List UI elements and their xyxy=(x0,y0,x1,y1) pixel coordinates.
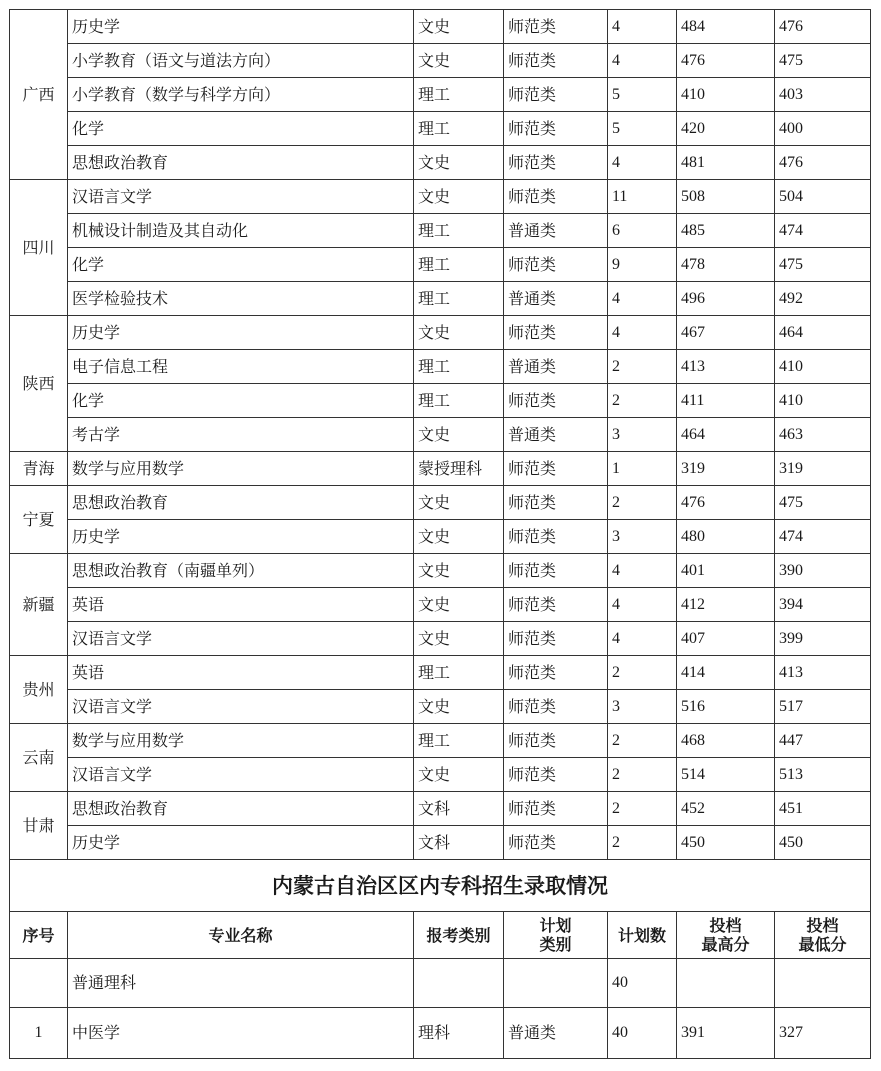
index-cell: 1 xyxy=(10,1008,68,1059)
table-row xyxy=(10,486,871,520)
table-row xyxy=(10,418,871,452)
plan-cell: 6 xyxy=(608,214,677,248)
plan-cell: 4 xyxy=(608,146,677,180)
category-cell: 师范类 xyxy=(504,826,608,860)
table-row xyxy=(10,452,871,486)
plan-cell: 2 xyxy=(608,826,677,860)
category-cell: 普通类 xyxy=(504,1008,608,1059)
table-row xyxy=(10,1008,871,1059)
subject-cell: 蒙授理科 xyxy=(414,452,504,486)
index-cell xyxy=(10,959,68,1008)
category-cell: 普通类 xyxy=(504,282,608,316)
major-cell: 思想政治教育 xyxy=(68,146,414,180)
table-row xyxy=(10,792,871,826)
max-cell: 516 xyxy=(677,690,775,724)
major-cell: 考古学 xyxy=(68,418,414,452)
plan-cell: 4 xyxy=(608,282,677,316)
subject-cell: 文史 xyxy=(414,10,504,44)
category-cell xyxy=(504,959,608,1008)
admission-table xyxy=(9,9,871,1059)
max-cell: 464 xyxy=(677,418,775,452)
table-row xyxy=(10,316,871,350)
table-row xyxy=(10,959,871,1008)
min-cell xyxy=(775,959,871,1008)
plan-cell: 2 xyxy=(608,792,677,826)
category-cell: 师范类 xyxy=(504,248,608,282)
min-cell: 410 xyxy=(775,384,871,418)
major-cell: 化学 xyxy=(68,112,414,146)
header-plan: 计划数 xyxy=(608,912,677,959)
subject-cell: 理工 xyxy=(414,384,504,418)
max-cell: 468 xyxy=(677,724,775,758)
min-cell: 463 xyxy=(775,418,871,452)
min-cell: 319 xyxy=(775,452,871,486)
category-cell: 师范类 xyxy=(504,656,608,690)
province-cell: 新疆 xyxy=(10,554,68,656)
max-cell: 452 xyxy=(677,792,775,826)
major-cell: 汉语言文学 xyxy=(68,622,414,656)
plan-cell: 4 xyxy=(608,554,677,588)
plan-cell: 11 xyxy=(608,180,677,214)
table-row xyxy=(10,384,871,418)
major-cell: 中医学 xyxy=(68,1008,414,1059)
major-cell: 小学教育（数学与科学方向） xyxy=(68,78,414,112)
subject-cell: 文史 xyxy=(414,146,504,180)
major-cell: 机械设计制造及其自动化 xyxy=(68,214,414,248)
major-cell: 普通理科 xyxy=(68,959,414,1008)
major-cell: 英语 xyxy=(68,588,414,622)
major-cell: 医学检验技术 xyxy=(68,282,414,316)
major-cell: 汉语言文学 xyxy=(68,180,414,214)
table-row xyxy=(10,282,871,316)
category-cell: 师范类 xyxy=(504,44,608,78)
subject-cell: 文史 xyxy=(414,554,504,588)
subject-cell: 理工 xyxy=(414,112,504,146)
header-index: 序号 xyxy=(10,912,68,959)
plan-cell: 4 xyxy=(608,316,677,350)
max-cell: 476 xyxy=(677,486,775,520)
plan-cell: 9 xyxy=(608,248,677,282)
category-cell: 普通类 xyxy=(504,214,608,248)
plan-cell: 2 xyxy=(608,724,677,758)
plan-cell: 1 xyxy=(608,452,677,486)
subject-cell: 理科 xyxy=(414,1008,504,1059)
major-cell: 思想政治教育 xyxy=(68,486,414,520)
category-cell: 师范类 xyxy=(504,78,608,112)
major-cell: 电子信息工程 xyxy=(68,350,414,384)
plan-cell: 40 xyxy=(608,1008,677,1059)
header-row xyxy=(10,912,871,959)
max-cell: 480 xyxy=(677,520,775,554)
category-cell: 师范类 xyxy=(504,452,608,486)
header-min: 投档 最低分 xyxy=(775,912,871,959)
subject-cell: 文史 xyxy=(414,520,504,554)
min-cell: 450 xyxy=(775,826,871,860)
max-cell: 319 xyxy=(677,452,775,486)
plan-cell: 4 xyxy=(608,622,677,656)
subject-cell: 文史 xyxy=(414,690,504,724)
min-cell: 400 xyxy=(775,112,871,146)
plan-cell: 2 xyxy=(608,758,677,792)
max-cell: 410 xyxy=(677,78,775,112)
plan-cell: 40 xyxy=(608,959,677,1008)
plan-cell: 2 xyxy=(608,656,677,690)
max-cell: 407 xyxy=(677,622,775,656)
category-cell: 师范类 xyxy=(504,316,608,350)
min-cell: 517 xyxy=(775,690,871,724)
major-cell: 历史学 xyxy=(68,826,414,860)
major-cell: 数学与应用数学 xyxy=(68,724,414,758)
category-cell: 师范类 xyxy=(504,486,608,520)
subject-cell: 理工 xyxy=(414,248,504,282)
subject-cell: 理工 xyxy=(414,656,504,690)
category-cell: 师范类 xyxy=(504,554,608,588)
plan-cell: 2 xyxy=(608,350,677,384)
min-cell: 492 xyxy=(775,282,871,316)
min-cell: 475 xyxy=(775,486,871,520)
min-cell: 464 xyxy=(775,316,871,350)
category-cell: 师范类 xyxy=(504,588,608,622)
plan-cell: 4 xyxy=(608,10,677,44)
max-cell: 476 xyxy=(677,44,775,78)
table-body xyxy=(10,10,871,1059)
min-cell: 474 xyxy=(775,214,871,248)
table-row xyxy=(10,180,871,214)
subject-cell: 理工 xyxy=(414,350,504,384)
table-row xyxy=(10,826,871,860)
category-cell: 师范类 xyxy=(504,520,608,554)
table-row xyxy=(10,554,871,588)
min-cell: 475 xyxy=(775,248,871,282)
subject-cell: 文史 xyxy=(414,418,504,452)
category-cell: 师范类 xyxy=(504,690,608,724)
table-row xyxy=(10,78,871,112)
table-row xyxy=(10,690,871,724)
plan-cell: 5 xyxy=(608,78,677,112)
subject-cell: 理工 xyxy=(414,282,504,316)
major-cell: 历史学 xyxy=(68,10,414,44)
major-cell: 汉语言文学 xyxy=(68,758,414,792)
max-cell: 484 xyxy=(677,10,775,44)
table-row xyxy=(10,248,871,282)
section-title: 内蒙古自治区区内专科招生录取情况 xyxy=(10,860,871,912)
major-cell: 历史学 xyxy=(68,520,414,554)
subject-cell: 文史 xyxy=(414,758,504,792)
category-cell: 师范类 xyxy=(504,792,608,826)
subject-cell: 理工 xyxy=(414,78,504,112)
max-cell: 413 xyxy=(677,350,775,384)
plan-cell: 3 xyxy=(608,690,677,724)
max-cell xyxy=(677,959,775,1008)
major-cell: 历史学 xyxy=(68,316,414,350)
plan-cell: 5 xyxy=(608,112,677,146)
min-cell: 513 xyxy=(775,758,871,792)
plan-cell: 4 xyxy=(608,588,677,622)
min-cell: 451 xyxy=(775,792,871,826)
plan-cell: 4 xyxy=(608,44,677,78)
category-cell: 师范类 xyxy=(504,724,608,758)
max-cell: 420 xyxy=(677,112,775,146)
max-cell: 481 xyxy=(677,146,775,180)
province-cell: 青海 xyxy=(10,452,68,486)
province-cell: 甘肃 xyxy=(10,792,68,860)
min-cell: 394 xyxy=(775,588,871,622)
subject-cell: 文科 xyxy=(414,792,504,826)
plan-cell: 3 xyxy=(608,520,677,554)
min-cell: 504 xyxy=(775,180,871,214)
min-cell: 403 xyxy=(775,78,871,112)
table-row xyxy=(10,350,871,384)
max-cell: 467 xyxy=(677,316,775,350)
major-cell: 汉语言文学 xyxy=(68,690,414,724)
min-cell: 399 xyxy=(775,622,871,656)
max-cell: 514 xyxy=(677,758,775,792)
subject-cell: 理工 xyxy=(414,214,504,248)
max-cell: 508 xyxy=(677,180,775,214)
province-cell: 贵州 xyxy=(10,656,68,724)
header-subject: 报考类别 xyxy=(414,912,504,959)
max-cell: 478 xyxy=(677,248,775,282)
min-cell: 474 xyxy=(775,520,871,554)
subject-cell: 文史 xyxy=(414,316,504,350)
category-cell: 师范类 xyxy=(504,10,608,44)
table-row xyxy=(10,656,871,690)
province-cell: 广西 xyxy=(10,10,68,180)
province-cell: 云南 xyxy=(10,724,68,792)
section-title-row xyxy=(10,860,871,912)
table-row xyxy=(10,758,871,792)
major-cell: 思想政治教育（南疆单列） xyxy=(68,554,414,588)
province-cell: 四川 xyxy=(10,180,68,316)
min-cell: 475 xyxy=(775,44,871,78)
category-cell: 师范类 xyxy=(504,622,608,656)
subject-cell: 文史 xyxy=(414,622,504,656)
subject-cell: 文史 xyxy=(414,44,504,78)
category-cell: 师范类 xyxy=(504,146,608,180)
header-category: 计划 类别 xyxy=(504,912,608,959)
category-cell: 普通类 xyxy=(504,418,608,452)
major-cell: 英语 xyxy=(68,656,414,690)
min-cell: 476 xyxy=(775,146,871,180)
subject-cell: 文史 xyxy=(414,180,504,214)
table-row xyxy=(10,44,871,78)
table-row xyxy=(10,10,871,44)
min-cell: 447 xyxy=(775,724,871,758)
category-cell: 普通类 xyxy=(504,350,608,384)
min-cell: 410 xyxy=(775,350,871,384)
major-cell: 化学 xyxy=(68,384,414,418)
min-cell: 327 xyxy=(775,1008,871,1059)
min-cell: 390 xyxy=(775,554,871,588)
province-cell: 陕西 xyxy=(10,316,68,452)
category-cell: 师范类 xyxy=(504,180,608,214)
major-cell: 思想政治教育 xyxy=(68,792,414,826)
table-row xyxy=(10,588,871,622)
table-row xyxy=(10,520,871,554)
major-cell: 化学 xyxy=(68,248,414,282)
plan-cell: 2 xyxy=(608,384,677,418)
header-max: 投档 最高分 xyxy=(677,912,775,959)
plan-cell: 2 xyxy=(608,486,677,520)
max-cell: 411 xyxy=(677,384,775,418)
subject-cell: 文科 xyxy=(414,826,504,860)
max-cell: 450 xyxy=(677,826,775,860)
min-cell: 413 xyxy=(775,656,871,690)
category-cell: 师范类 xyxy=(504,758,608,792)
table-row xyxy=(10,112,871,146)
max-cell: 391 xyxy=(677,1008,775,1059)
table-row xyxy=(10,724,871,758)
subject-cell: 理工 xyxy=(414,724,504,758)
category-cell: 师范类 xyxy=(504,112,608,146)
major-cell: 数学与应用数学 xyxy=(68,452,414,486)
max-cell: 496 xyxy=(677,282,775,316)
max-cell: 485 xyxy=(677,214,775,248)
header-major: 专业名称 xyxy=(68,912,414,959)
subject-cell: 文史 xyxy=(414,486,504,520)
subject-cell xyxy=(414,959,504,1008)
major-cell: 小学教育（语文与道法方向） xyxy=(68,44,414,78)
plan-cell: 3 xyxy=(608,418,677,452)
table-row xyxy=(10,622,871,656)
table-row xyxy=(10,146,871,180)
table-row xyxy=(10,214,871,248)
min-cell: 476 xyxy=(775,10,871,44)
max-cell: 414 xyxy=(677,656,775,690)
max-cell: 412 xyxy=(677,588,775,622)
subject-cell: 文史 xyxy=(414,588,504,622)
category-cell: 师范类 xyxy=(504,384,608,418)
max-cell: 401 xyxy=(677,554,775,588)
province-cell: 宁夏 xyxy=(10,486,68,554)
